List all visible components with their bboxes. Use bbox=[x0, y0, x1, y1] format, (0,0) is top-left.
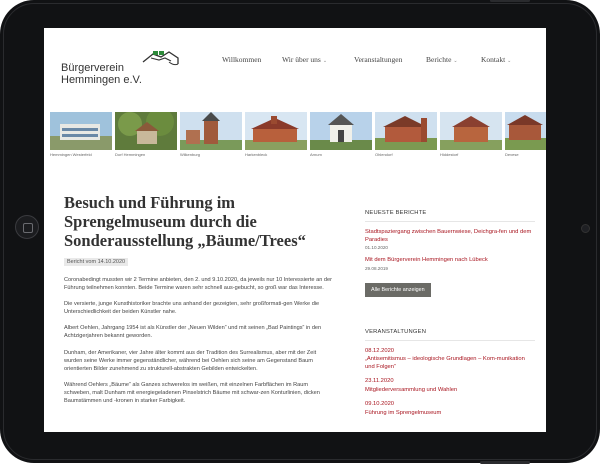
village-photo-strip bbox=[50, 112, 546, 160]
photo-thumbnail[interactable] bbox=[50, 112, 112, 150]
photo-caption: Devese bbox=[505, 152, 519, 157]
article-paragraph: Coronabedingt mussten wir 2 Termine anbieten, den 2. und 9.10.2020, da jeweils nur 10 Interessierte an der Führung teilnehmen konnten. Beide Termine waren sehr schnell aus-gebucht, so groß war das Interesse. bbox=[64, 277, 332, 292]
article-paragraph: Albert Oehlen, Jahrgang 1954 ist als Künstler der „Neuen Wilden“ und mit seinen „Bad Paintings“ in den Achtzigerjahren bekannt geworden. bbox=[64, 325, 322, 340]
photo-caption: Dorf Hemmingen bbox=[115, 152, 146, 157]
nav-kontakt[interactable] bbox=[481, 55, 511, 64]
photo-caption: Wilkenburg bbox=[180, 152, 201, 157]
news-link[interactable]: Mit dem Bürgerverein Hemmingen nach Lübeck bbox=[365, 257, 488, 263]
chevron-down-icon: ⌄ bbox=[507, 59, 512, 64]
event-date: 09.10.2020 bbox=[365, 401, 395, 407]
news-date: 01.10.2020 bbox=[365, 245, 388, 250]
news-link[interactable]: Stadtspaziergang zwischen Bauernwiese, Deichgra-fen und dem Paradies bbox=[365, 229, 532, 243]
chevron-down-icon: ⌄ bbox=[322, 59, 328, 64]
front-camera bbox=[581, 224, 590, 233]
event-link[interactable]: Führung im Sprengelmuseum bbox=[365, 409, 442, 416]
nav-label: Kontakt bbox=[481, 55, 506, 64]
photo-thumbnail[interactable] bbox=[245, 112, 307, 150]
photo-thumbnail[interactable] bbox=[180, 112, 242, 150]
tablet-power-button bbox=[490, 0, 530, 2]
events-heading: VERANSTALTUNGEN bbox=[365, 329, 535, 341]
news-heading: NEUESTE BERICHTE bbox=[365, 210, 535, 222]
nav-label: Willkommen bbox=[222, 55, 262, 64]
photo-caption: Ohlendorf bbox=[375, 152, 393, 157]
chevron-down-icon: ⌄ bbox=[453, 59, 458, 64]
photo-thumbnail[interactable] bbox=[310, 112, 372, 150]
photo-caption: Hiddestorf bbox=[440, 152, 459, 157]
article-paragraph: Die versierte, junge Kunsthistoriker brachte uns anhand der gezeigten, sehr großformati-gen Werke die Unterschiedlichkeit der beiden Künstler nahe. bbox=[64, 301, 320, 316]
sidebar bbox=[365, 210, 535, 417]
home-button[interactable] bbox=[15, 215, 39, 239]
nav-veranstaltungen[interactable] bbox=[354, 55, 402, 64]
tablet-screen bbox=[44, 28, 546, 432]
site-logo[interactable] bbox=[61, 48, 181, 88]
photo-thumbnail[interactable] bbox=[375, 112, 437, 150]
nav-label: Wir über uns bbox=[282, 55, 321, 64]
nav-willkommen[interactable] bbox=[222, 55, 261, 64]
logo-line-2: Hemmingen e.V. bbox=[61, 74, 142, 86]
article bbox=[64, 193, 334, 405]
photo-thumbnail[interactable] bbox=[115, 112, 177, 150]
article-paragraph: Dunham, der Amerikaner, vier Jahre älter kommt aus der Tradition des Surrealismus, aber mit der Zeit wurden seine Werke immer gegenständlicher, während bei Oehlen sich seine am Gegenstand Baum orientierten Bilder zunehmend zu strukturell-abstrakten Gebilden entwickelten. bbox=[64, 349, 317, 372]
nav-wir-ueber-uns[interactable] bbox=[282, 55, 327, 64]
photo-thumbnail[interactable] bbox=[505, 112, 546, 150]
logo-line-1: Bürgerverein bbox=[61, 62, 124, 74]
article-title: Besuch und Führung im Sprengelmuseum durch die Sonderausstellung „Bäume/Trees“ bbox=[64, 193, 306, 250]
nav-label: Berichte bbox=[426, 55, 452, 64]
photo-caption: Arnum bbox=[310, 152, 322, 157]
photo-caption: Hemmingen Westerfeld bbox=[50, 152, 92, 157]
nav-berichte[interactable] bbox=[426, 55, 458, 64]
event-link[interactable]: „Antisemitismus – ideologische Grundlagen – Kom-munikation und Folgen“ bbox=[365, 356, 525, 370]
all-reports-button[interactable]: Alle Berichte anzeigen bbox=[365, 283, 431, 297]
article-paragraph: Während Oehlers „Bäume“ als Ganzes schwerelos im weißen, mit einzelnen Farbflächen im Raum schweben, malt Dunham mit energiegeladenen Pinselstrich Bäume mit schwar-zen Konturlinien, dicken Baumstämmen und -kronen in starker Farbigkeit. bbox=[64, 381, 320, 405]
home-square-icon bbox=[23, 223, 33, 233]
event-link[interactable]: Mitgliederversammlung und Wahlen bbox=[365, 386, 458, 393]
event-date: 23.11.2020 bbox=[365, 378, 394, 384]
hands-logo-icon bbox=[141, 48, 181, 72]
photo-caption: Harkenbleck bbox=[245, 152, 268, 157]
article-date-badge: Bericht vom 14.10.2020 bbox=[64, 258, 128, 266]
photo-thumbnail[interactable] bbox=[440, 112, 502, 150]
nav-label: Veranstaltungen bbox=[354, 55, 403, 64]
event-date: 08.12.2020 bbox=[365, 347, 395, 354]
news-date: 29.08.2019 bbox=[365, 265, 388, 271]
